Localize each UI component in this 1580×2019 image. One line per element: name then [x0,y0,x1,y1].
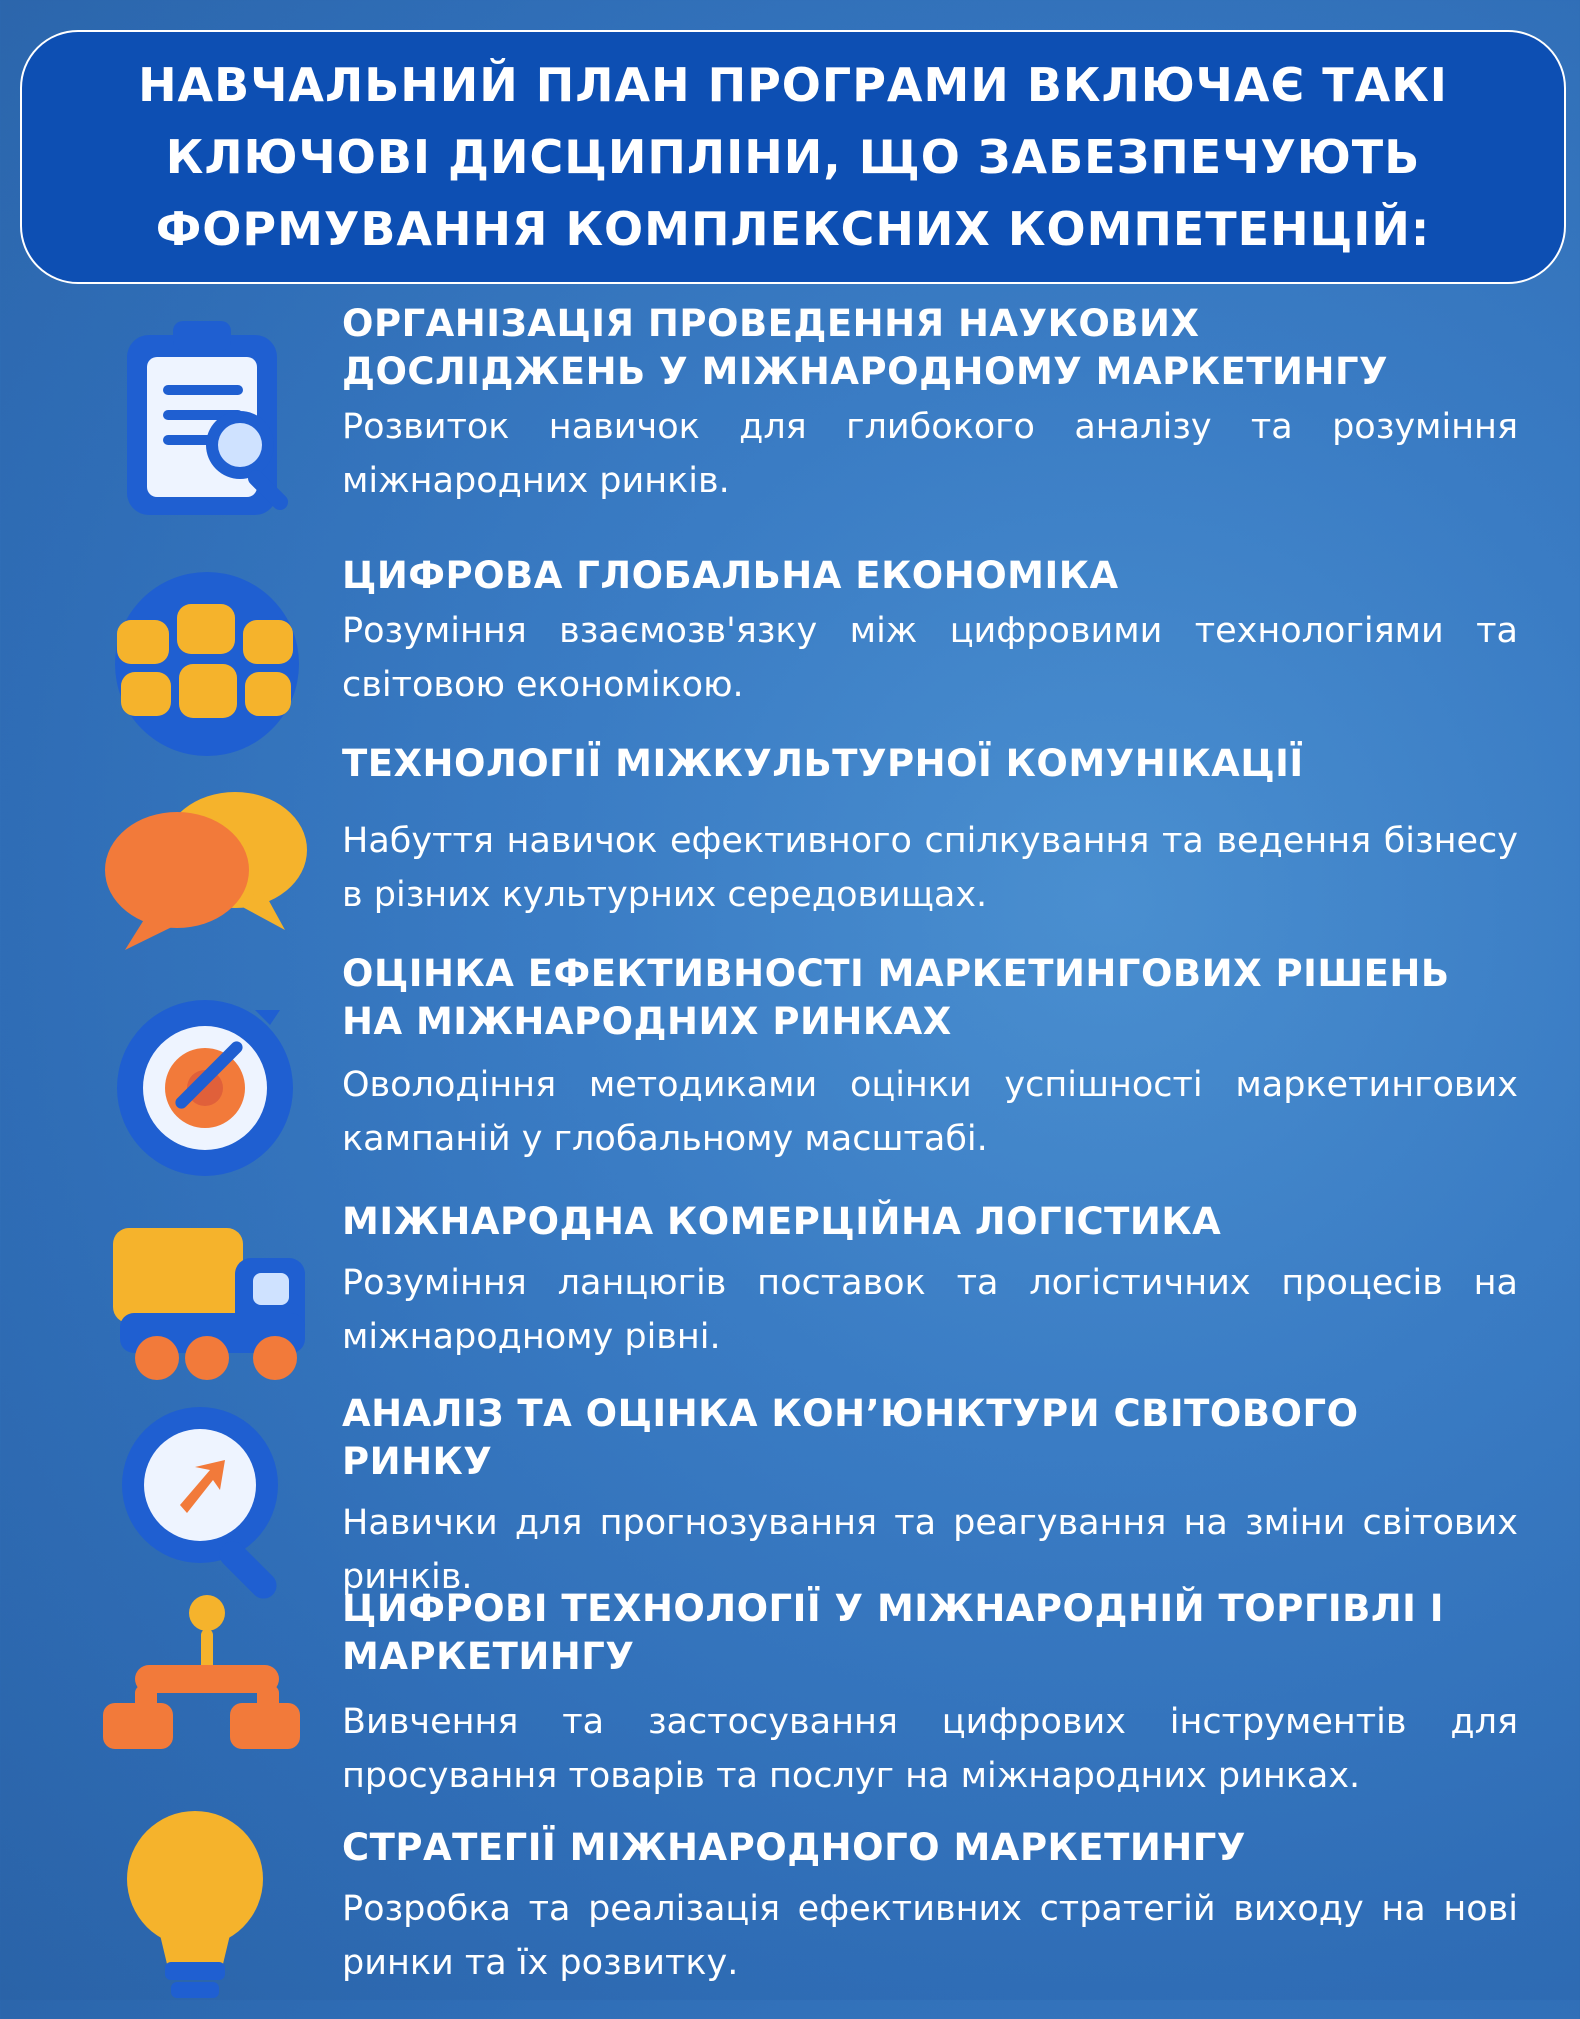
discipline-title-line: АНАЛІЗ ТА ОЦІНКА КОН’ЮНКТУРИ СВІТОВОГО РИНКУ [342,1392,1359,1483]
chat-bubbles-icon [95,755,320,980]
discipline-title-line: НА МІЖНАРОДНИХ РИНКАХ [342,1000,952,1043]
discipline-title [342,1390,1518,1486]
discipline-title-line: ТЕХНОЛОГІЇ МІЖКУЛЬТУРНОЇ КОМУНІКАЦІЇ [342,742,1304,785]
hierarchy-icon [95,1585,320,1810]
truck-icon [95,1198,320,1423]
globe-icon [95,552,320,777]
discipline-text [342,1198,1518,1364]
discipline-title-line: ДОСЛІДЖЕНЬ У МІЖНАРОДНОМУ МАРКЕТИНГУ [342,350,1389,393]
header-banner [20,30,1566,284]
discipline-title-line: ОРГАНІЗАЦІЯ ПРОВЕДЕННЯ НАУКОВИХ [342,302,1200,345]
discipline-text [342,1824,1518,1990]
discipline-description: Розробка та реалізація ефективних стратегій виходу на нові ринки та їх розвитку. [342,1889,1518,1983]
clipboard-magnifier-icon [95,305,320,530]
discipline-title [342,1198,1518,1246]
header-title-line-1: НАВЧАЛЬНИЙ ПЛАН ПРОГРАМИ ВКЛЮЧАЄ ТАКІ [138,58,1448,112]
discipline-title-line: СТРАТЕГІЇ МІЖНАРОДНОГО МАРКЕТИНГУ [342,1826,1246,1869]
discipline-title [342,950,1518,1046]
discipline-description: Розуміння ланцюгів поставок та логістичних процесів на міжнародному рівні. [342,1263,1518,1357]
discipline-text [342,300,1518,508]
discipline-text [342,1390,1518,1604]
discipline-description: Вивчення та застосування цифрових інструментів для просування товарів та послуг на міжнародних ринках. [342,1702,1518,1796]
discipline-description: Розуміння взаємозв'язку між цифровими технологіями та світовою економікою. [342,611,1518,705]
discipline-title-line: ЦИФРОВА ГЛОБАЛЬНА ЕКОНОМІКА [342,554,1119,597]
lightbulb-icon [95,1794,320,2019]
target-icon [95,970,320,1195]
discipline-title [342,300,1518,396]
discipline-description: Навички для прогнозування та реагування на зміни світових ринків. [342,1503,1518,1597]
discipline-text [342,740,1518,922]
header-title-line-3: ФОРМУВАННЯ КОМПЛЕКСНИХ КОМПЕТЕНЦІЙ: [155,202,1431,256]
discipline-text [342,1585,1518,1803]
discipline-text [342,950,1518,1166]
discipline-title-line: МІЖНАРОДНА КОМЕРЦІЙНА ЛОГІСТИКА [342,1200,1222,1243]
discipline-title-line: ЦИФРОВІ ТЕХНОЛОГІЇ У МІЖНАРОДНІЙ ТОРГІВЛІ І [342,1587,1445,1630]
discipline-title [342,1585,1518,1681]
discipline-title-line: МАРКЕТИНГУ [342,1635,635,1678]
header-title-line-2: КЛЮЧОВІ ДИСЦИПЛІНИ, ЩО ЗАБЕЗПЕЧУЮТЬ [165,130,1421,184]
discipline-description: Розвиток навичок для глибокого аналізу та розуміння міжнародних ринків. [342,407,1518,501]
discipline-title [342,740,1518,788]
discipline-title [342,552,1518,600]
discipline-text [342,552,1518,712]
discipline-title [342,1824,1518,1872]
discipline-title-line: ОЦІНКА ЕФЕКТИВНОСТІ МАРКЕТИНГОВИХ РІШЕНЬ [342,952,1450,995]
discipline-description: Оволодіння методиками оцінки успішності маркетингових кампаній у глобальному масштабі. [342,1065,1518,1159]
discipline-description: Набуття навичок ефективного спілкування та ведення бізнесу в різних культурних середовищах. [342,821,1518,915]
